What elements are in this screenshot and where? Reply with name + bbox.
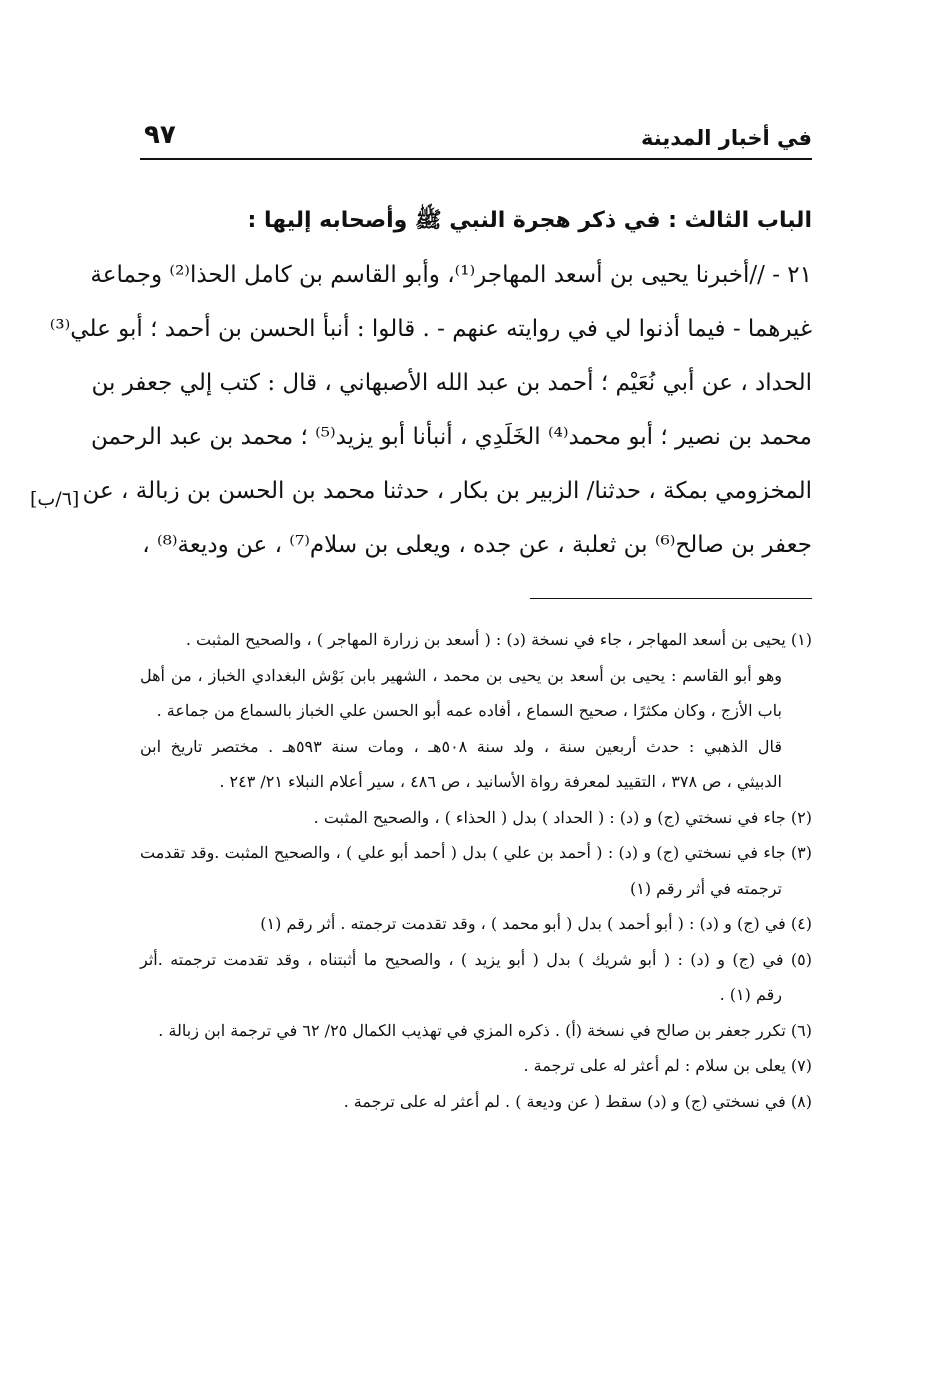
book-title: في أخبار المدينة xyxy=(641,126,812,150)
footnote-continuation: وهو أبو القاسم : يحيى بن أسعد بن يحيى بن محمد ، الشهير بابن بَوْش البغدادي الخباز ، من أهل xyxy=(140,665,782,685)
footnote: (٧) يعلى بن سلام : لم أعثر له على ترجمة . xyxy=(523,1056,812,1075)
chapter-heading: الباب الثالث : في ذكر هجرة النبي ﷺ وأصحابه إليها : xyxy=(247,208,812,233)
footnote-continuation: رقم (١) . xyxy=(719,985,782,1004)
text-line: الحداد ، عن أبي نُعَيْم ؛ أحمد بن عبد الله الأصبهاني ، قال : كتب إلي جعفر بن xyxy=(91,370,812,396)
footnote-separator xyxy=(530,598,812,599)
text-line: ٢١ - //أخبرنا يحيى بن أسعد المهاجر⁽¹⁾، وأبو القاسم بن كامل الحذا⁽²⁾ وجماعة xyxy=(90,262,812,288)
footnote: (٢) جاء في نسختي (ج) و (د) : ( الحداد ) بدل ( الحذاء ) ، والصحيح المثبت . xyxy=(313,807,812,827)
footnote: (١) يحيى بن أسعد المهاجر ، جاء في نسخة (د) : ( أسعد بن زرارة المهاجر ) ، والصحيح المثبت . xyxy=(185,630,812,649)
footnote: (٨) في نسختي (ج) و (د) سقط ( عن وديعة ) . لم أعثر له على ترجمة . xyxy=(343,1091,812,1111)
text-line: محمد بن نصير ؛ أبو محمد⁽⁴⁾ الخَلَدِي ، أنبأنا أبو يزيد⁽⁵⁾ ؛ محمد بن عبد الرحمن xyxy=(90,424,812,450)
folio-marker: [٦/ب] xyxy=(30,488,80,510)
text-line: المخزومي بمكة ، حدثنا/ الزبير بن بكار ، حدثنا محمد بن الحسن بن زبالة ، عن xyxy=(82,478,812,504)
text-line: غيرهما - فيما أذنوا لي في روايته عنهم - . قالوا : أنبأ الحسن بن أحمد ؛ أبو علي⁽³⁾ xyxy=(49,316,812,342)
footnotes xyxy=(140,622,812,1119)
footnote: (٦) تكرر جعفر بن صالح في نسخة (أ) . ذكره المزي في تهذيب الكمال ٢٥/ ٦٢ في ترجمة ابن زبالة . xyxy=(158,1020,812,1040)
footnote: (٥) في (ج) و (د) : ( أبو شريك ) بدل ( أبو يزيد ) ، والصحيح ما أثبتناه ، وقد تقدمت ترجمته .أثر xyxy=(140,949,812,969)
text-line: جعفر بن صالح⁽⁶⁾ بن ثعلبة ، عن جده ، ويعلى بن سلام⁽⁷⁾ ، عن وديعة⁽⁸⁾ ، xyxy=(142,532,812,558)
footnote: (٤) في (ج) و (د) : ( أبو أحمد ) بدل ( أبو محمد ) ، وقد تقدمت ترجمته . أثر رقم (١) xyxy=(260,914,812,933)
footnote-continuation: الدبيثي ، ص ٣٧٨ ، التقييد لمعرفة رواة الأسانيد ، ص ٤٨٦ ، سير أعلام النبلاء ٢١/ ٢٤٣ . xyxy=(219,772,782,791)
footnote-continuation: باب الأزج ، وكان مكثرًا ، صحيح السماع ، أفاده عمه أبو الحسن علي الخباز بالسماع من جماعة . xyxy=(156,701,782,720)
page-number: ٩٧ xyxy=(144,120,176,150)
footnote: (٣) جاء في نسختي (ج) و (د) : ( أحمد بن علي ) بدل ( أحمد أبو علي ) ، والصحيح المثبت .وقد تقدمت xyxy=(140,843,812,862)
footnote-continuation: ترجمته في أثر رقم (١) xyxy=(630,878,782,898)
footnote-continuation: قال الذهبي : حدث أربعين سنة ، ولد سنة ٥٠٨هـ ، ومات سنة ٥٩٣هـ . مختصر تاريخ ابن xyxy=(140,736,782,756)
running-header xyxy=(140,112,812,160)
